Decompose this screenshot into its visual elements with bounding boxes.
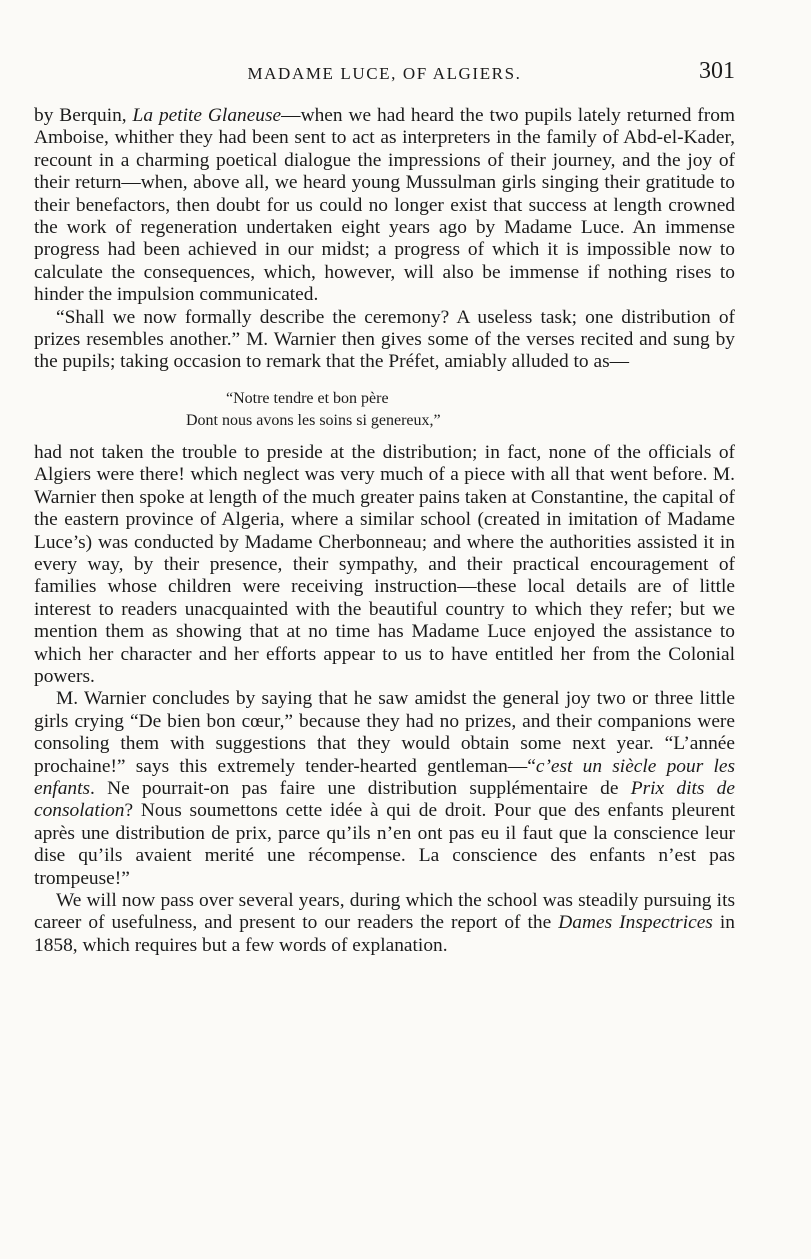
paragraph-5 — [34, 890, 735, 957]
body-text — [34, 105, 735, 957]
p5-text-a: We will now pass over several years, during which the school was steadily pursuing its career of usefulness, and present to our readers the report of the — [34, 890, 735, 934]
poem-quote — [34, 388, 735, 432]
p4-italic-quote: c’est un siècle pour les enfants — [34, 755, 735, 799]
running-title: MADAME LUCE, OF ALGIERS. — [247, 64, 522, 83]
poem-line-1: “Notre tendre et bon père — [226, 389, 389, 407]
p5-italic: Dames Inspectrices — [558, 912, 713, 934]
p4-text-a: M. Warnier concludes by saying that he saw amidst the general joy two or three little girls crying “De bien bon cœur,” because they had no prizes, and their companions were consoling them with suggestions that they would obtain some next year. “L’année prochaine!” says this extremely tender-hearted gentleman—“ — [34, 688, 735, 777]
p4-text-e: ? Nous soumettons cette idée à qui de droit. Pour que des enfants pleurent après une distribution de prix, parce qu’ils n’en ont pas eu il faut que la conscience leur dise qu’ils avaient merité une récompense. La conscience des enfants n’est pas trompeuse!” — [34, 800, 735, 889]
p4-italic-prix: Prix dits de consolation — [34, 777, 735, 822]
p1-text-c: —when we had heard the two pupils lately returned from Amboise, whither they had been sent to act as interpreters in the family of Abd-el-Kader, recount in a charming poetical dialogue the impressions of their journey, and the joy of their return—when, above all, we heard young Mussulman girls singing their gratitude to their benefactors, then doubt for us could no longer exist that success at length crowned the work of regeneration undertaken eight years ago by Madame Luce. An immense progress had been achieved in our midst; a progress of which it is impossible now to calculate the consequences, which, however, will also be immense if nothing rises to hinder the impulsion communicated. — [34, 105, 735, 306]
page-header — [34, 58, 735, 88]
page-number: 301 — [699, 58, 735, 84]
p4-text-c: . Ne pourrait-on pas faire une distribution supplémentaire de — [90, 777, 619, 799]
p1-title-italic: La petite Glaneuse — [132, 105, 282, 126]
poem-line-2: Dont nous avons les soins si genereux,” — [186, 411, 441, 429]
paragraph-2: “Shall we now formally describe the ceremony? A useless task; one distribution of prizes resembles another.” M. Warnier then gives some of the verses recited and sung by the pupils; taking occasion to remark that the Préfet, amiably alluded to as— — [34, 306, 735, 373]
paragraph-1 — [34, 105, 735, 307]
paragraph-4 — [34, 688, 735, 890]
paragraph-3: had not taken the trouble to preside at the distribution; in fact, none of the officials of Algiers were there! which neglect was very much of a piece with all that went before. M. Warnier then spoke at length of the much greater pains taken at Constantine, the capital of the eastern province of Algeria, where a similar school (created in imitation of Madame Luce’s) was conducted by Madame Cherbonneau; and where the authorities assisted it in every way, by their presence, their sympathy, and their practical encouragement of families whose children were receiving instruction—these local details are of little interest to readers unacquainted with the beautiful country to which they refer; but we mention them as showing that at no time has Madame Luce enjoyed the assistance to which her character and her efforts appear to us to have entitled her from the Colonial powers. — [34, 441, 735, 687]
p5-text-c: in 1858, which requires but a few words of explanation. — [34, 912, 735, 956]
p1-text-a: by Berquin, — [34, 105, 127, 126]
